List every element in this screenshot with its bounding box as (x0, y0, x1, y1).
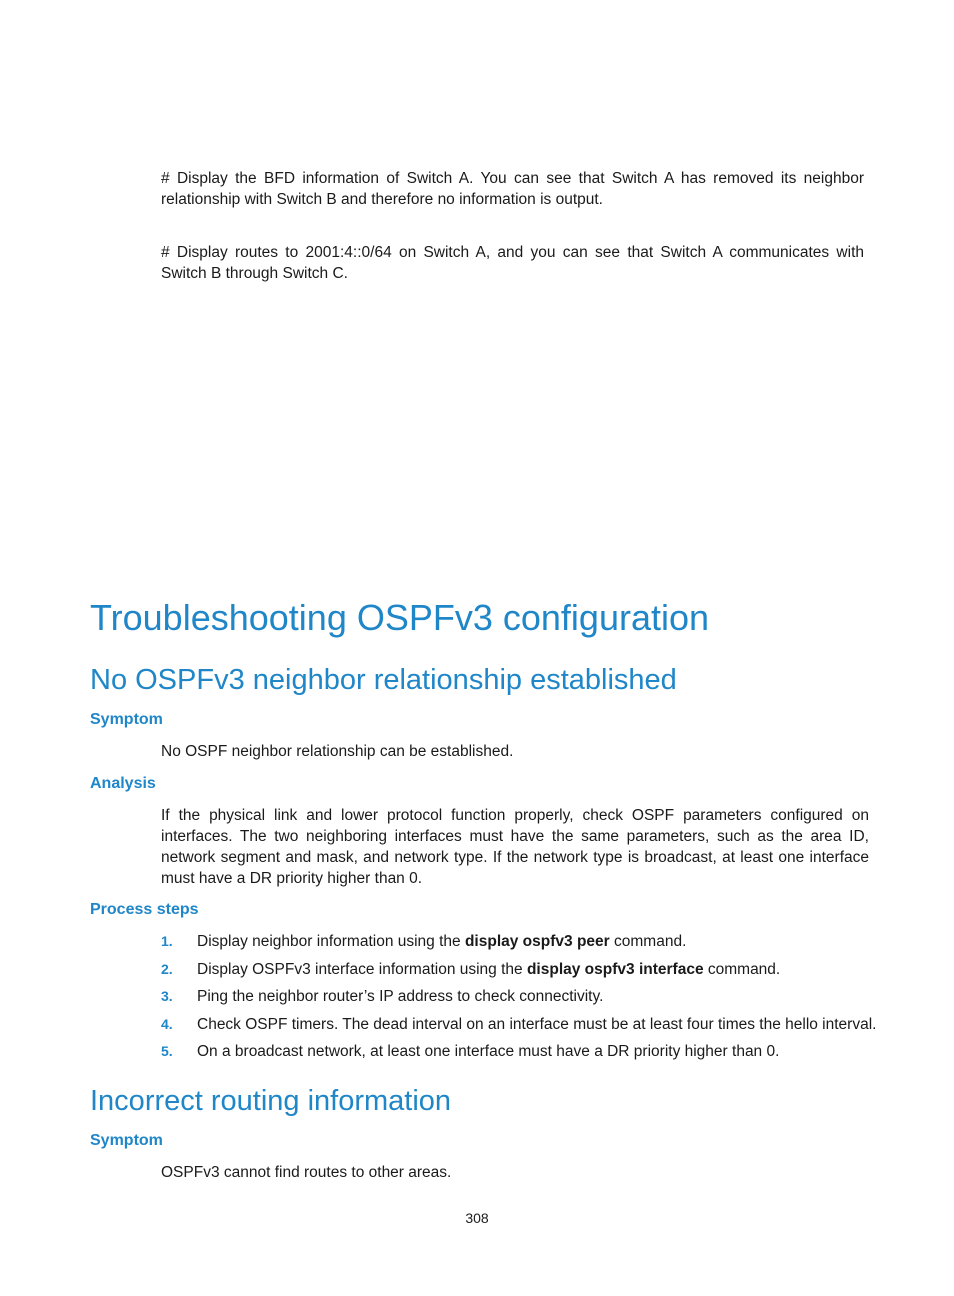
step-number: 1. (161, 933, 173, 949)
step-number: 4. (161, 1016, 173, 1032)
intro-paragraph-bfd: # Display the BFD information of Switch A. You can see that Switch A has removed its neighbor relationship with Switch B and therefore no information is output. (161, 170, 864, 208)
step-text-end: command. (703, 961, 781, 978)
symptom-heading: Symptom (90, 1132, 163, 1149)
symptom-text: OSPFv3 cannot find routes to other areas. (161, 1164, 452, 1181)
step-number: 5. (161, 1043, 173, 1059)
step-text: On a broadcast network, at least one interface must have a DR priority higher than 0. (197, 1043, 780, 1060)
step-item (161, 1041, 881, 1062)
step-command: display ospfv3 peer (464, 933, 610, 950)
step-number: 3. (161, 988, 173, 1004)
section-title-neighbor: No OSPFv3 neighbor relationship established (90, 664, 677, 696)
step-text: Check OSPF timers. The dead interval on an interface must be at least four times the hello interval. (197, 1016, 877, 1033)
step-number: 2. (161, 961, 173, 977)
step-item (161, 986, 881, 1007)
step-text: Display OSPFv3 interface information using the (197, 961, 527, 978)
section-title-routing: Incorrect routing information (90, 1085, 452, 1117)
process-steps-heading: Process steps (90, 901, 199, 918)
page-number: 308 (465, 1210, 489, 1226)
step-text-end: command. (609, 933, 687, 950)
analysis-heading: Analysis (90, 775, 156, 792)
chapter-title: Troubleshooting OSPFv3 configuration (90, 597, 710, 638)
step-text: Ping the neighbor router’s IP address to check connectivity. (197, 988, 604, 1005)
intro-paragraph-routes: # Display routes to 2001:4::0/64 on Switch A, and you can see that Switch A communicates with Switch B through Switch C. (161, 244, 864, 282)
step-item (161, 931, 881, 952)
step-item (161, 1014, 881, 1035)
symptom-text: No OSPF neighbor relationship can be established. (161, 743, 514, 760)
step-text: Display neighbor information using the (197, 933, 465, 950)
step-item (161, 959, 881, 980)
step-command: display ospfv3 interface (526, 961, 704, 978)
symptom-heading: Symptom (90, 711, 163, 728)
analysis-text: If the physical link and lower protocol function properly, check OSPF parameters configured on interfaces. The two neighboring interfaces must have the same parameters, such as the area ID, network segment and mask, and network type. If the network type is broadcast, at least one interface must have a DR priority higher than 0. (161, 807, 869, 887)
